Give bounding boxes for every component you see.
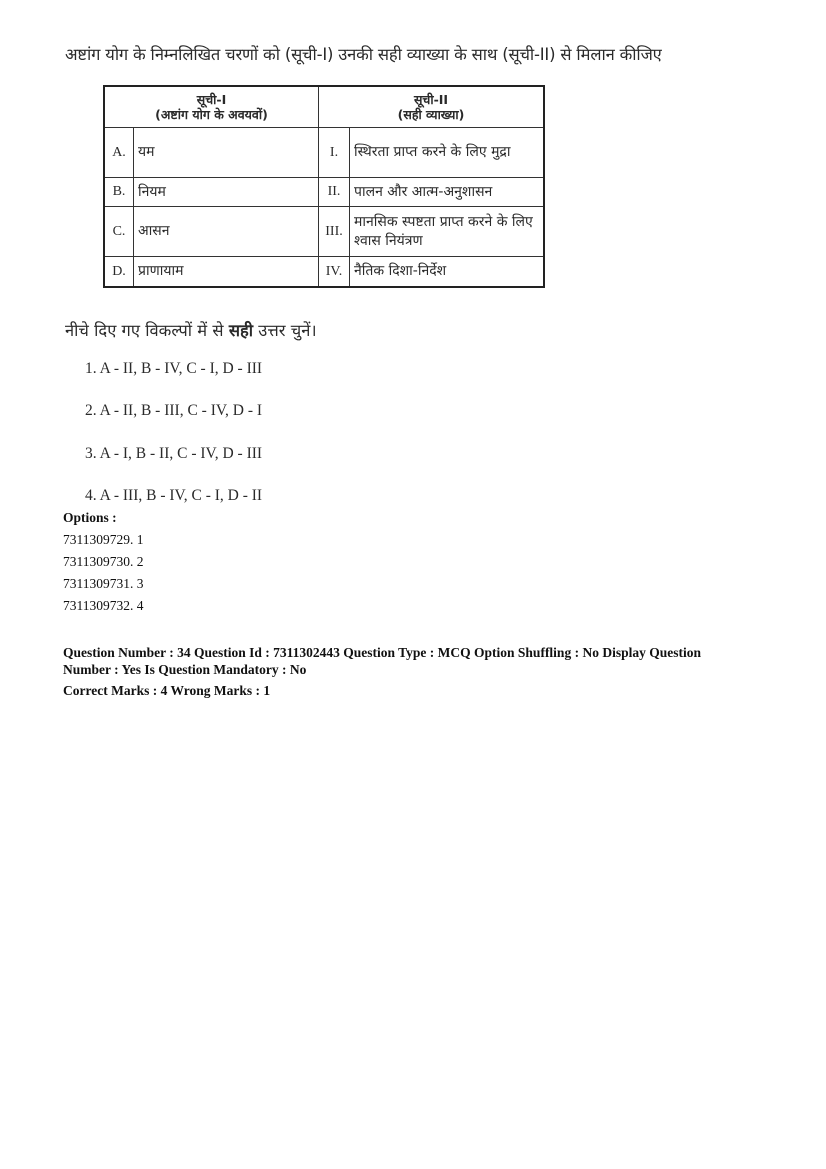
row-label: A. xyxy=(104,128,134,178)
row-roman: III. xyxy=(319,207,350,257)
list-2-item: मानसिक स्पष्टता प्राप्त करने के लिए श्वास नियंत्रण xyxy=(350,207,545,257)
list-2-item: स्थिरता प्राप्त करने के लिए मुद्रा xyxy=(350,128,545,178)
row-label: B. xyxy=(104,178,134,207)
question-text: अष्टांग योग के निम्नलिखित चरणों को (सूची-I) उनकी सही व्याख्या के साथ (सूची-II) से मिलान कीजिए xyxy=(65,45,662,64)
table-row xyxy=(104,257,544,288)
row-roman: II. xyxy=(319,178,350,207)
question-meta-line-2: Number : Yes Is Question Mandatory : No xyxy=(63,662,307,677)
match-table xyxy=(103,85,545,288)
row-label: D. xyxy=(104,257,134,288)
choice-4: 4. A - III, B - IV, C - I, D - II xyxy=(85,487,263,504)
marks-line: Correct Marks : 4 Wrong Marks : 1 xyxy=(63,683,271,698)
instruction-after: उत्तर चुनें। xyxy=(253,321,317,340)
instruction-before: नीचे दिए गए विकल्पों में से xyxy=(65,321,229,340)
list-1-item: नियम xyxy=(134,178,319,207)
choice-2: 2. A - II, B - III, C - IV, D - I xyxy=(85,402,263,419)
list-2-item: नैतिक दिशा-निर्देश xyxy=(350,257,545,288)
list-2-item: पालन और आत्म-अनुशासन xyxy=(350,178,545,207)
list-2-header xyxy=(319,86,545,128)
table-row xyxy=(104,178,544,207)
list-1-item: आसन xyxy=(134,207,319,257)
row-roman: I. xyxy=(319,128,350,178)
table-row xyxy=(104,128,544,178)
list-1-title: सूची-I xyxy=(196,92,227,107)
table-row xyxy=(104,207,544,257)
instruction-text xyxy=(65,318,317,341)
choice-3: 3. A - I, B - II, C - IV, D - III xyxy=(85,445,263,462)
list-1-header xyxy=(104,86,319,128)
options-heading: Options : xyxy=(63,510,117,525)
row-roman: IV. xyxy=(319,257,350,288)
list-2-title: सूची-II xyxy=(413,92,449,107)
list-1-subtitle: (अष्टांग योग के अवयवों) xyxy=(155,107,268,122)
row-label: C. xyxy=(104,207,134,257)
instruction-bold: सही xyxy=(228,321,254,340)
question-meta-line-1: Question Number : 34 Question Id : 7311302443 Question Type : MCQ Option Shuffling : No Display Question xyxy=(63,645,701,660)
option-id-1: 7311309729. 1 xyxy=(63,532,144,547)
option-id-4: 7311309732. 4 xyxy=(63,598,144,613)
choice-1: 1. A - II, B - IV, C - I, D - III xyxy=(85,360,263,377)
list-2-subtitle: (सही व्याख्या) xyxy=(397,107,465,122)
list-1-item: प्राणायाम xyxy=(134,257,319,288)
list-1-item: यम xyxy=(134,128,319,178)
option-id-2: 7311309730. 2 xyxy=(63,554,144,569)
option-id-3: 7311309731. 3 xyxy=(63,576,144,591)
table-header-row xyxy=(104,86,544,128)
